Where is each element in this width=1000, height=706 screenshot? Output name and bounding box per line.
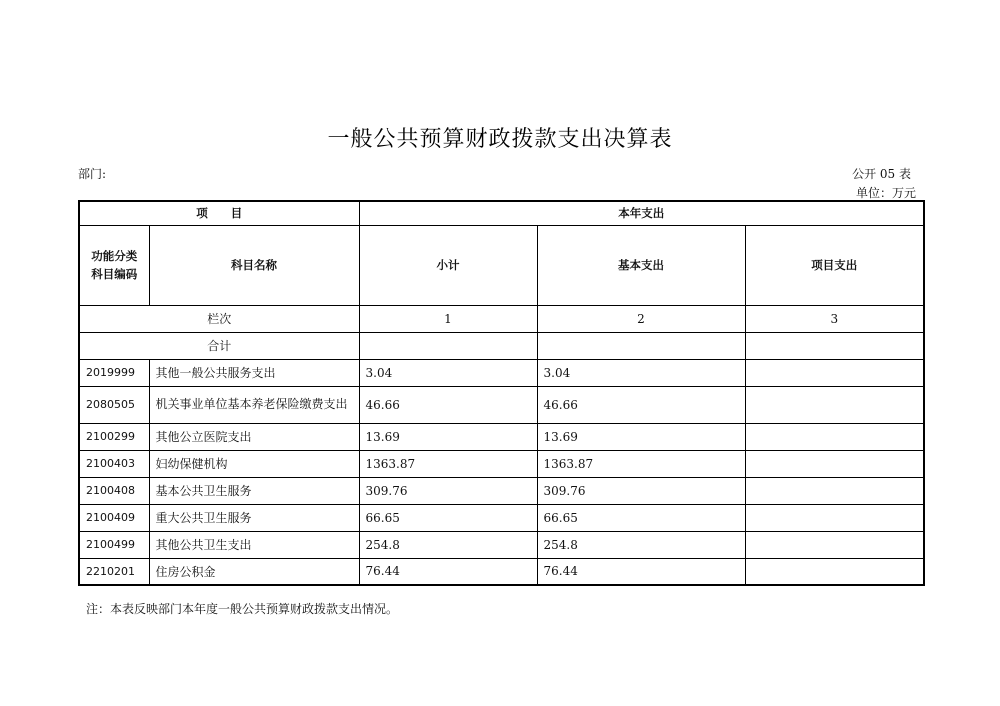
row-basic: 13.69 [537, 423, 745, 450]
header-row-2 [79, 225, 924, 305]
row-code: 2100409 [79, 504, 149, 531]
total-basic [537, 332, 745, 359]
row-name: 住房公积金 [149, 558, 359, 585]
row-subtotal: 66.65 [359, 504, 537, 531]
row-subtotal: 1363.87 [359, 450, 537, 477]
row-code: 2100403 [79, 450, 149, 477]
row-project [745, 450, 924, 477]
table-row [79, 359, 924, 386]
row-project [745, 477, 924, 504]
row-project [745, 531, 924, 558]
row-code: 2100499 [79, 531, 149, 558]
row-project [745, 558, 924, 585]
row-project [745, 423, 924, 450]
row-basic: 3.04 [537, 359, 745, 386]
row-code: 2080505 [79, 386, 149, 423]
row-code: 2100408 [79, 477, 149, 504]
row-basic: 66.65 [537, 504, 745, 531]
current-year-header: 本年支出 [359, 201, 924, 225]
code-column-header: 功能分类 科目编码 [79, 225, 149, 305]
total-project [745, 332, 924, 359]
total-row [79, 332, 924, 359]
row-name: 其他公共卫生支出 [149, 531, 359, 558]
total-subtotal [359, 332, 537, 359]
page-title: 一般公共预算财政拨款支出决算表 [327, 127, 673, 152]
row-subtotal: 13.69 [359, 423, 537, 450]
column-index-1: 1 [359, 305, 537, 332]
table-row [79, 504, 924, 531]
row-project [745, 359, 924, 386]
subtotal-column-header: 小计 [359, 225, 537, 305]
total-label: 合计 [79, 332, 359, 359]
row-name: 重大公共卫生服务 [149, 504, 359, 531]
row-project [745, 504, 924, 531]
row-code: 2019999 [79, 359, 149, 386]
row-project [745, 386, 924, 423]
row-basic: 254.8 [537, 531, 745, 558]
row-basic: 46.66 [537, 386, 745, 423]
column-index-3: 3 [745, 305, 924, 332]
column-index-label: 栏次 [79, 305, 359, 332]
expenditure-table [78, 200, 925, 586]
row-subtotal: 76.44 [359, 558, 537, 585]
department-label: 部门: [78, 167, 107, 181]
column-index-2: 2 [537, 305, 745, 332]
row-basic: 1363.87 [537, 450, 745, 477]
row-name: 妇幼保健机构 [149, 450, 359, 477]
table-row [79, 386, 924, 423]
column-index-row [79, 305, 924, 332]
row-name: 基本公共卫生服务 [149, 477, 359, 504]
row-name: 其他一般公共服务支出 [149, 359, 359, 386]
row-name: 机关事业单位基本养老保险缴费支出 [149, 386, 359, 423]
row-subtotal: 46.66 [359, 386, 537, 423]
table-row [79, 423, 924, 450]
name-column-header: 科目名称 [149, 225, 359, 305]
table-row [79, 477, 924, 504]
row-basic: 309.76 [537, 477, 745, 504]
row-code: 2210201 [79, 558, 149, 585]
row-basic: 76.44 [537, 558, 745, 585]
basic-column-header: 基本支出 [537, 225, 745, 305]
header-row-1 [79, 201, 924, 225]
project-expense-column-header: 项目支出 [745, 225, 924, 305]
unit-label: 单位：万元 [855, 186, 916, 200]
table-row [79, 450, 924, 477]
row-subtotal: 3.04 [359, 359, 537, 386]
footnote: 注：本表反映部门本年度一般公共预算财政拨款支出情况。 [86, 602, 399, 616]
form-number: 公开 05 表 [852, 167, 911, 181]
row-code: 2100299 [79, 423, 149, 450]
table-row [79, 531, 924, 558]
row-name: 其他公立医院支出 [149, 423, 359, 450]
table-row [79, 558, 924, 585]
row-subtotal: 254.8 [359, 531, 537, 558]
project-header: 项 目 [79, 201, 359, 225]
row-subtotal: 309.76 [359, 477, 537, 504]
